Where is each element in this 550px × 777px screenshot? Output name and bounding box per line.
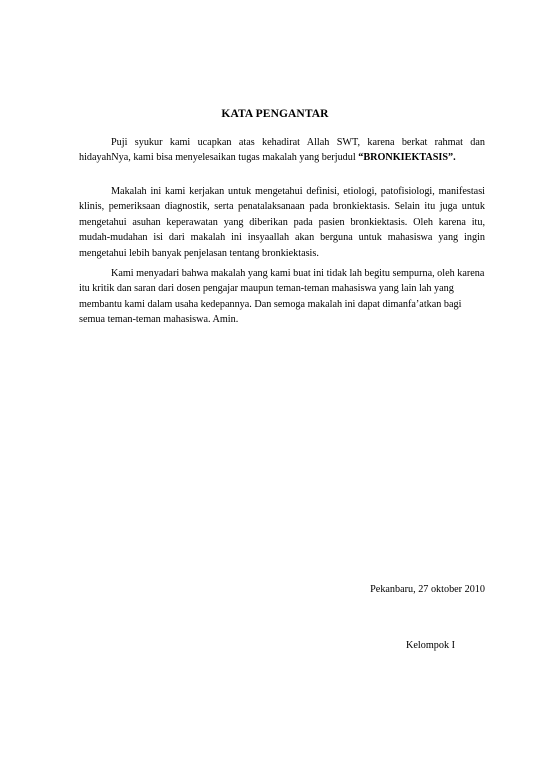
paragraph-intro	[79, 135, 485, 166]
page-title: KATA PENGANTAR	[221, 108, 329, 120]
paragraph-intro-bold-title: “BRONKIEKTASIS”.	[358, 152, 456, 164]
paragraph-intro-text: Puji syukur kami ucapkan atas kehadirat Allah SWT, karena berkat rahmat dan hidayahNya, kami bisa menyelesaikan tugas makalah yang berjudul	[79, 137, 485, 164]
signature-group: Kelompok I	[406, 640, 455, 651]
paragraph-purpose: Makalah ini kami kerjakan untuk mengetahui definisi, etiologi, patofisiologi, manifestasi klinis, pemeriksaan diagnostik, serta penatalaksanaan pada bronkiektasis. Selain itu juga untuk mengetahui asuhan keperawatan yang diberikan pada pasien bronkiektasis. Oleh karena itu, mudah-mudahan isi dari makalah ini insyaallah akan berguna untuk mahasiswa yang ingin mengetahui lebih banyak penjelasan tentang bronkiektasis.	[79, 186, 485, 259]
place-date: Pekanbaru, 27 oktober 2010	[370, 584, 485, 595]
paragraph-closing: Kami menyadari bahwa makalah yang kami buat ini tidak lah begitu sempurna, oleh karena itu kritik dan saran dari dosen pengajar maupun teman-teman mahasiswa yang lain lah yang membantu kami dalam usaha kedepannya. Dan semoga makalah ini dapat dimanfa’atkan bagi semua teman-teman mahasiswa. Amin.	[79, 268, 485, 326]
